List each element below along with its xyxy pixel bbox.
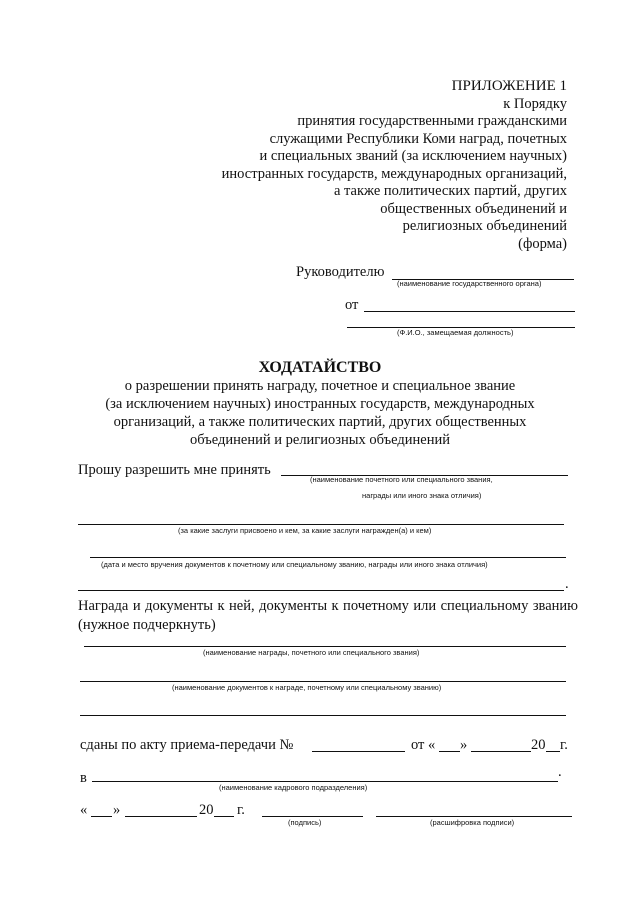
- handover-year-prefix: 20: [531, 737, 546, 753]
- docs-field[interactable]: [80, 681, 566, 682]
- signature-decode-field[interactable]: [376, 816, 572, 817]
- date-field[interactable]: [90, 557, 566, 558]
- signature-decode-caption: (расшифровка подписи): [430, 818, 515, 827]
- sign-day-field[interactable]: [91, 816, 112, 817]
- signature-caption: (подпись): [288, 818, 322, 827]
- sign-year-suffix: г.: [237, 802, 245, 818]
- department-caption: (наименование кадрового подразделения): [219, 783, 368, 792]
- department-dot: .: [558, 764, 562, 780]
- request-label: Прошу разрешить мне принять: [78, 462, 271, 478]
- subtitle-line: о разрешении принять награду, почетное и специальное звание: [124, 378, 516, 394]
- subtitle-line: (за исключением научных) иностранных государств, международных: [105, 396, 535, 412]
- date-field-2[interactable]: [78, 590, 564, 591]
- merit-caption: (за какие заслуги присвоено и кем, за какие заслуги награжден(а) и кем): [178, 526, 432, 535]
- appendix-line: служащими Республики Коми наград, почетных: [269, 130, 567, 147]
- handover-quote-close: »: [460, 737, 468, 753]
- document-title: ХОДАТАЙСТВО: [258, 359, 382, 376]
- handover-year-field[interactable]: [546, 751, 560, 752]
- from-caption: (Ф.И.О., замещаемая должность): [397, 328, 514, 337]
- request-dot: .: [565, 576, 569, 592]
- award-field[interactable]: [84, 646, 566, 647]
- handover-month-field[interactable]: [471, 751, 531, 752]
- sign-year-field[interactable]: [214, 816, 234, 817]
- appendix-line: общественных объединений и: [380, 200, 567, 217]
- documents-text: Награда и документы к ней, документы к почетному или специальному званию (нужное подчеркнуть): [78, 598, 578, 633]
- appendix-line: ПРИЛОЖЕНИЕ 1: [451, 78, 567, 94]
- to-label: Руководителю: [296, 264, 385, 280]
- sign-month-field[interactable]: [125, 816, 197, 817]
- department-prefix: в: [80, 770, 87, 786]
- appendix-line: а также политических партий, других: [333, 183, 567, 199]
- appendix-line: иностранных государств, международных организаций,: [221, 165, 567, 182]
- signature-field[interactable]: [262, 816, 363, 817]
- handover-year-suffix: г.: [560, 737, 568, 753]
- request-caption-2: награды или иного знака отличия): [362, 491, 482, 500]
- appendix-header: [222, 78, 567, 253]
- subtitle-line: организаций, а также политических партий, других общественных: [113, 414, 527, 430]
- appendix-line: религиозных объединений: [402, 218, 567, 234]
- appendix-line: и специальных званий (за исключением научных): [259, 148, 567, 164]
- sign-quote-open: «: [80, 802, 88, 818]
- document-subtitle: [60, 377, 580, 449]
- merit-field[interactable]: [78, 524, 564, 525]
- from-label: от: [345, 297, 359, 313]
- to-caption: (наименование государственного органа): [397, 279, 542, 288]
- department-field[interactable]: [92, 781, 558, 782]
- appendix-line: (форма): [518, 235, 567, 252]
- docs-field-2[interactable]: [80, 715, 566, 716]
- handover-text: сданы по акту приема-передачи №: [80, 737, 294, 753]
- appendix-line: к Порядку: [503, 95, 567, 112]
- award-caption: (наименование награды, почетного или специального звания): [203, 648, 420, 657]
- sign-quote-close: »: [113, 802, 121, 818]
- act-number-field[interactable]: [312, 751, 405, 752]
- sign-year-prefix: 20: [199, 802, 214, 818]
- subtitle-line: объединений и религиозных объединений: [190, 432, 450, 448]
- handover-from: от «: [411, 737, 436, 753]
- from-field[interactable]: [364, 311, 575, 312]
- handover-day-field[interactable]: [439, 751, 460, 752]
- request-caption-1: (наименование почетного или специального звания,: [310, 475, 493, 484]
- docs-caption: (наименование документов к награде, почетному или специальному званию): [172, 683, 442, 692]
- appendix-line: принятия государственными гражданскими: [297, 113, 567, 129]
- date-caption: (дата и место вручения документов к почетному или специальному званию, награды или иного знака отличия): [101, 560, 488, 569]
